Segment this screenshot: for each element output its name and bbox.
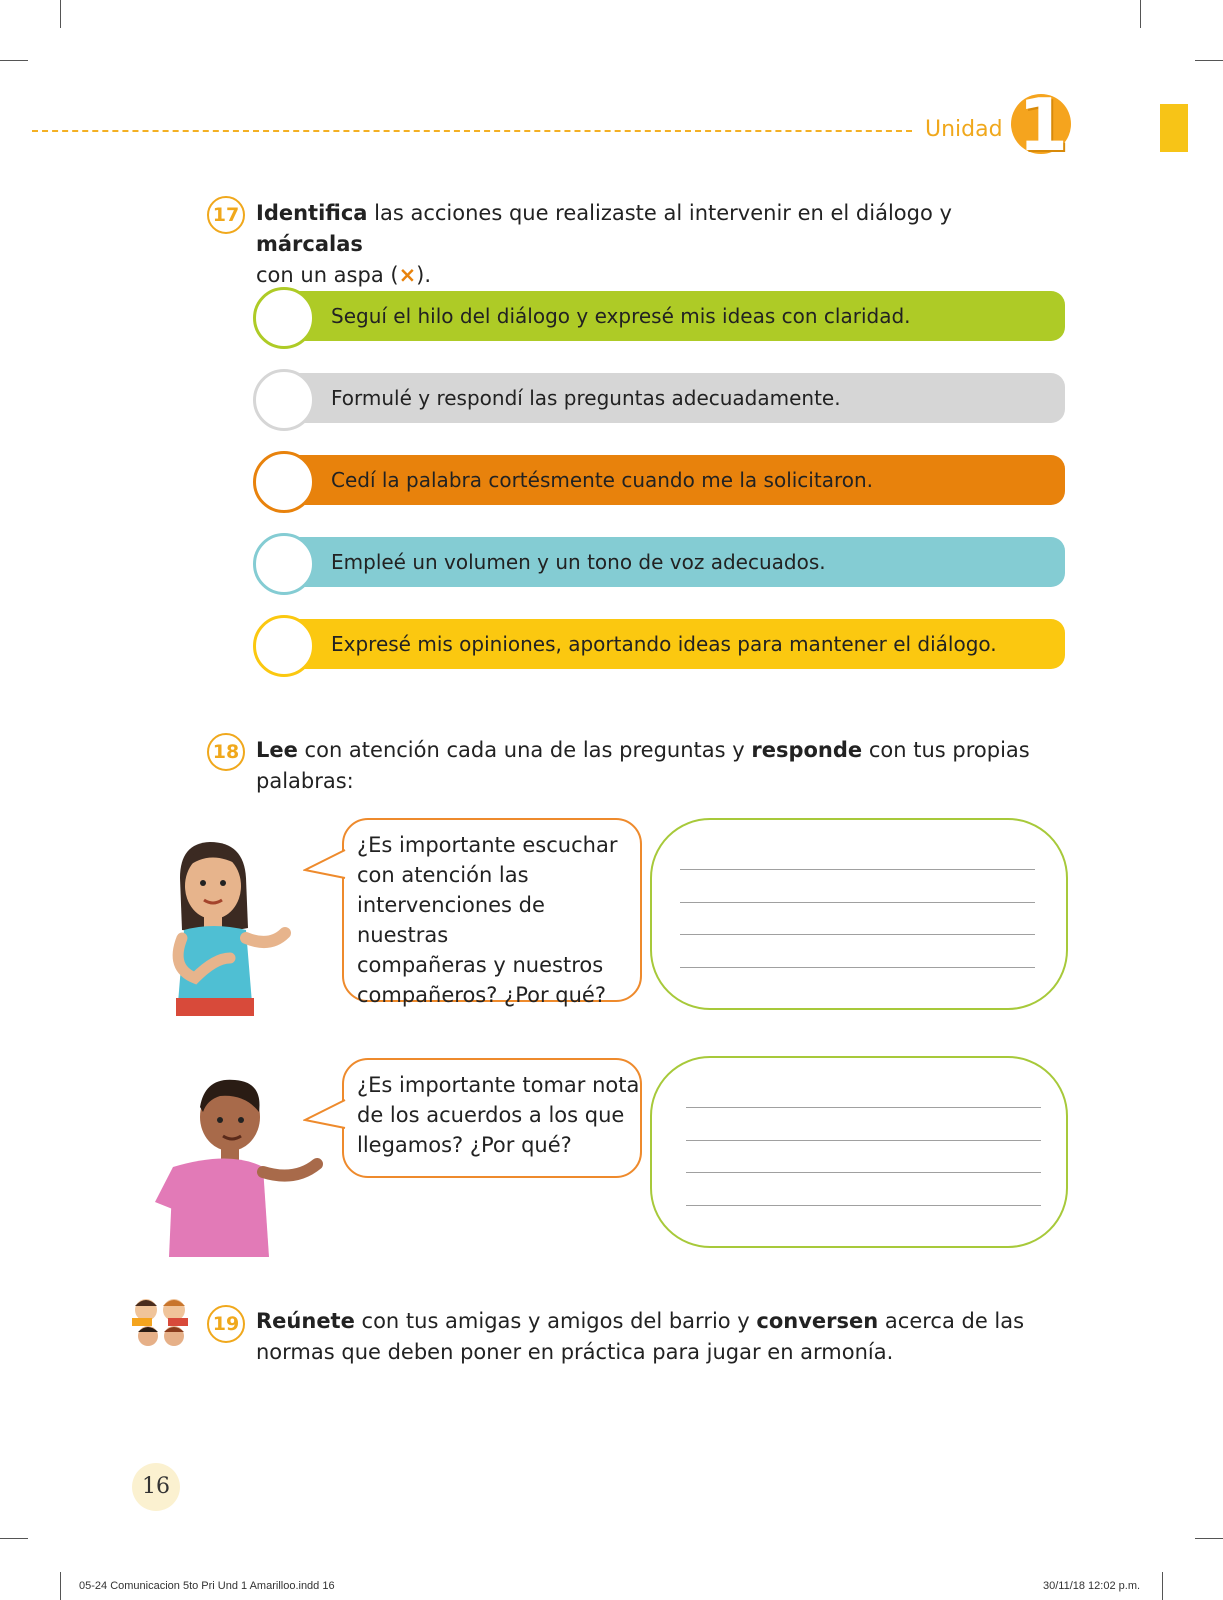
page-number: 16 [142,1474,170,1499]
answer-line[interactable] [686,1107,1041,1108]
footer-file-name: 05-24 Comunicacion 5to Pri Und 1 Amarilloo.indd 16 [79,1580,335,1592]
q19-instruction: Reúnete con tus amigas y amigos del barrio y conversen acerca de las normas que deben poner en práctica para jugar en armonía. [256,1309,1025,1364]
answer-line[interactable] [686,1205,1041,1206]
option-label: Cedí la palabra cortésmente cuando me la solicitaron. [331,468,874,492]
crop-mark [60,0,61,28]
option-label: Empleé un volumen y un tono de voz adecuados. [331,550,826,574]
crop-mark [60,1572,61,1600]
q17-option [253,619,1065,669]
crop-mark [1195,60,1223,61]
option-checkbox[interactable] [253,369,315,431]
q17-option [253,537,1065,587]
answer-line[interactable] [680,902,1035,903]
crop-mark [1140,0,1141,28]
unit-number: 1 [1018,83,1069,167]
question-number-19: 19 [207,1305,245,1343]
side-tab [1160,104,1188,152]
unit-label: Unidad [925,117,1003,142]
answer-line[interactable] [680,967,1035,968]
group-activity-icon [128,1294,192,1354]
crop-mark [0,60,28,61]
option-label: Formulé y respondí las preguntas adecuadamente. [331,386,841,410]
answer-line[interactable] [686,1172,1041,1173]
question-number-17: 17 [207,196,245,234]
q17-option [253,291,1065,341]
option-checkbox[interactable] [253,533,315,595]
crop-mark [1195,1538,1223,1539]
question-1-text: ¿Es importante escuchar con atención las intervenciones de nuestras compañeras y nuestros compañeros? ¿Por qué? [357,833,618,1007]
q17-instruction: Identifica las acciones que realizaste al intervenir en el diálogo y márcalas con un aspa (×). [256,201,952,287]
answer-box-2[interactable] [650,1056,1068,1248]
q17-verb2: márcalas [256,232,363,256]
answer-line[interactable] [680,869,1035,870]
header-dashed-line [32,130,912,132]
speech-bubble-tail [303,1098,347,1132]
answer-box-1[interactable] [650,818,1068,1010]
footer-date: 30/11/18 12:02 p.m. [1043,1580,1141,1592]
answer-line[interactable] [680,934,1035,935]
option-checkbox[interactable] [253,287,315,349]
q17-option [253,373,1065,423]
q17-option [253,455,1065,505]
question-number-18: 18 [207,733,245,771]
q17-verb1: Identifica [256,201,368,225]
question-2-text: ¿Es importante tomar nota de los acuerdos a los que llegamos? ¿Por qué? [357,1073,640,1157]
x-mark-icon: × [398,263,417,287]
option-checkbox[interactable] [253,615,315,677]
crop-mark [0,1538,28,1539]
answer-line[interactable] [686,1140,1041,1141]
option-label: Expresé mis opiniones, aportando ideas para mantener el diálogo. [331,632,997,656]
option-label: Seguí el hilo del diálogo y expresé mis ideas con claridad. [331,304,911,328]
speech-bubble-tail [303,848,347,882]
q18-instruction: Lee con atención cada una de las preguntas y responde con tus propias palabras: [256,738,1030,793]
option-checkbox[interactable] [253,451,315,513]
crop-mark [1162,1572,1163,1600]
